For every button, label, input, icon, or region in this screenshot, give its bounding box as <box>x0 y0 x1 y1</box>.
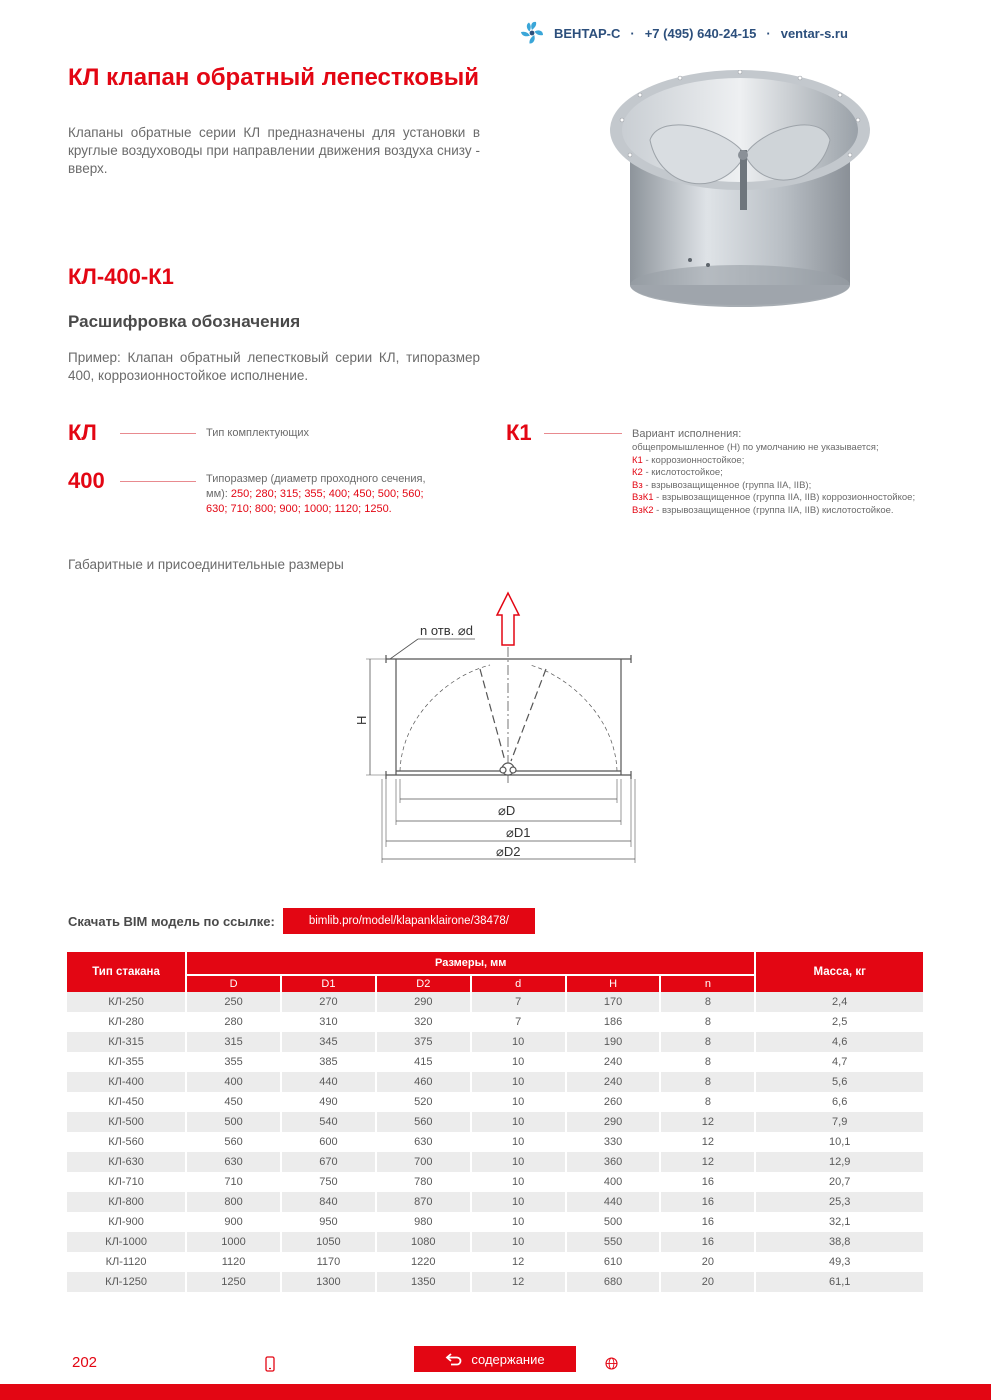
table-cell: 260 <box>567 1092 660 1112</box>
table-cell: 5,6 <box>756 1072 923 1092</box>
page-number: 202 <box>72 1354 98 1371</box>
table-cell: КЛ-800 <box>67 1192 185 1212</box>
table-cell: 10 <box>472 1092 565 1112</box>
table-cell: 1120 <box>187 1252 280 1272</box>
table-cell: 61,1 <box>756 1272 923 1292</box>
table-row <box>67 1172 923 1192</box>
table-cell: 1050 <box>282 1232 375 1252</box>
table-cell: КЛ-630 <box>67 1152 185 1172</box>
table-cell: 8 <box>661 992 754 1012</box>
table-cell: 8 <box>661 1032 754 1052</box>
table-cell: 190 <box>567 1032 660 1052</box>
table-cell: 250 <box>187 992 280 1012</box>
table-cell: 610 <box>567 1252 660 1272</box>
table-cell: 16 <box>661 1232 754 1252</box>
table-cell: 400 <box>567 1172 660 1192</box>
table-cell: 10 <box>472 1232 565 1252</box>
table-cell: КЛ-315 <box>67 1032 185 1052</box>
table-cell: 490 <box>282 1092 375 1112</box>
contents-button[interactable] <box>414 1346 576 1372</box>
page-header <box>518 18 848 48</box>
col-header: n <box>661 974 754 992</box>
table-cell: 240 <box>567 1052 660 1072</box>
col-header: D1 <box>282 974 375 992</box>
table-cell: 2,5 <box>756 1012 923 1032</box>
table-cell: 10 <box>472 1192 565 1212</box>
table-cell: 680 <box>567 1272 660 1292</box>
table-cell: 290 <box>567 1112 660 1132</box>
table-cell: 290 <box>377 992 470 1012</box>
leader-line <box>120 481 196 482</box>
d-label: ⌀D <box>498 803 516 818</box>
table-cell: КЛ-280 <box>67 1012 185 1032</box>
d2-label: ⌀D2 <box>496 844 521 859</box>
col-header: d <box>472 974 565 992</box>
code-size-desc <box>206 472 446 517</box>
bim-download <box>68 908 535 934</box>
table-row <box>67 1112 923 1132</box>
table-cell: 440 <box>567 1192 660 1212</box>
product-image <box>600 70 870 320</box>
table-cell: 345 <box>282 1032 375 1052</box>
code-kl-desc: Тип комплектующих <box>206 427 310 439</box>
table-cell: 270 <box>282 992 375 1012</box>
variant-option: К2 - кислотостойкое; <box>632 467 723 478</box>
page-title: КЛ клапан обратный лепестковый <box>68 64 479 91</box>
table-cell: 1350 <box>377 1272 470 1292</box>
table-cell: 280 <box>187 1012 280 1032</box>
table-row <box>67 1272 923 1292</box>
website-link[interactable]: ventar-s.ru <box>780 25 848 41</box>
table-cell: 170 <box>567 992 660 1012</box>
table-cell: 20,7 <box>756 1172 923 1192</box>
table-cell: КЛ-250 <box>67 992 185 1012</box>
table-cell: 10 <box>472 1112 565 1132</box>
leader-line <box>120 433 196 434</box>
table-row <box>67 1032 923 1052</box>
table-cell: 4,6 <box>756 1032 923 1052</box>
code-variant-desc <box>632 427 952 517</box>
table-cell: КЛ-1000 <box>67 1232 185 1252</box>
table-cell: 8 <box>661 1012 754 1032</box>
table-row <box>67 1212 923 1232</box>
dimensions-table <box>65 952 925 1292</box>
table-cell: 20 <box>661 1272 754 1292</box>
table-cell: 25,3 <box>756 1192 923 1212</box>
table-cell: 10 <box>472 1152 565 1172</box>
table-cell: 10 <box>472 1072 565 1092</box>
table-cell: 780 <box>377 1172 470 1192</box>
table-cell: 16 <box>661 1192 754 1212</box>
table-cell: 12 <box>472 1272 565 1292</box>
col-header: D <box>187 974 280 992</box>
table-row <box>67 1192 923 1212</box>
col-header: D2 <box>377 974 470 992</box>
table-cell: 385 <box>282 1052 375 1072</box>
dimensions-heading: Габаритные и присоединительные размеры <box>68 557 344 572</box>
table-cell: 355 <box>187 1052 280 1072</box>
table-cell: 900 <box>187 1212 280 1232</box>
fan-logo-icon <box>518 19 546 47</box>
table-cell: 1080 <box>377 1232 470 1252</box>
table-cell: 840 <box>282 1192 375 1212</box>
model-code: КЛ-400-К1 <box>68 264 174 289</box>
table-cell: 500 <box>187 1112 280 1132</box>
table-cell: 8 <box>661 1092 754 1112</box>
table-cell: 450 <box>187 1092 280 1112</box>
separator: · <box>630 25 635 41</box>
contents-label: содержание <box>471 1351 545 1367</box>
col-header: H <box>567 974 660 992</box>
col-group-header: Размеры, мм <box>187 952 754 974</box>
table-cell: КЛ-355 <box>67 1052 185 1072</box>
variant-default: общепромышленное (Н) по умолчанию не указывается; <box>632 442 879 453</box>
table-cell: 400 <box>187 1072 280 1092</box>
table-cell: 10 <box>472 1032 565 1052</box>
table-cell: 320 <box>377 1012 470 1032</box>
table-cell: 10 <box>472 1212 565 1232</box>
variant-option: ВзК2 - взрывозащищенное (группа IIA, IIB) кислотостойкое. <box>632 504 894 516</box>
table-cell: 460 <box>377 1072 470 1092</box>
table-cell: 2,4 <box>756 992 923 1012</box>
table-cell: 550 <box>567 1232 660 1252</box>
table-cell: 710 <box>187 1172 280 1192</box>
table-cell: 950 <box>282 1212 375 1232</box>
col-type-header: Тип стакана <box>67 952 185 992</box>
table-cell: 32,1 <box>756 1212 923 1232</box>
variant-option: ВзК1 - взрывозащищенное (группа IIA, IIB) коррозионностойкое; <box>632 492 916 503</box>
table-cell: 10,1 <box>756 1132 923 1152</box>
table-cell: 240 <box>567 1072 660 1092</box>
leader-line <box>544 433 622 434</box>
size-label: Типоразмер (диаметр проходного сечения, мм): <box>206 473 426 500</box>
example-text: Пример: Клапан обратный лепестковый серии КЛ, типоразмер 400, коррозионностойкое исполнение. <box>68 350 480 383</box>
size-values: 250; 280; 315; 355; 400; 450; 500; 560; 630; 710; 800; 900; 1000; 1120; 1250. <box>206 488 424 515</box>
variant-option: К1 - коррозионностойкое; <box>632 454 745 466</box>
decode-heading: Расшифровка обозначения <box>68 312 301 331</box>
table-cell: 310 <box>282 1012 375 1032</box>
bim-link[interactable]: bimlib.pro/model/klapanklairone/38478/ <box>283 908 535 934</box>
table-cell: КЛ-400 <box>67 1072 185 1092</box>
table-row <box>67 1052 923 1072</box>
table-cell: 38,8 <box>756 1232 923 1252</box>
table-cell: 20 <box>661 1252 754 1272</box>
holes-label: n отв. ⌀d <box>420 623 473 638</box>
table-cell: 12,9 <box>756 1152 923 1172</box>
table-cell: 600 <box>282 1132 375 1152</box>
table-cell: 49,3 <box>756 1252 923 1272</box>
table-cell: 1000 <box>187 1232 280 1252</box>
table-cell: 10 <box>472 1132 565 1152</box>
company-name: ВЕНТАР-С <box>554 25 621 41</box>
table-cell: 980 <box>377 1212 470 1232</box>
table-cell: 12 <box>472 1252 565 1272</box>
separator: · <box>766 25 771 41</box>
table-cell: КЛ-710 <box>67 1172 185 1192</box>
table-cell: 12 <box>661 1132 754 1152</box>
table-cell: 700 <box>377 1152 470 1172</box>
table-cell: 1300 <box>282 1272 375 1292</box>
table-cell: 186 <box>567 1012 660 1032</box>
table-cell: 360 <box>567 1152 660 1172</box>
variant-label: Вариант исполнения: <box>632 428 742 440</box>
height-label: H <box>354 715 369 725</box>
table-cell: 800 <box>187 1192 280 1212</box>
table-cell: 415 <box>377 1052 470 1072</box>
table-cell: 540 <box>282 1112 375 1132</box>
table-cell: КЛ-560 <box>67 1132 185 1152</box>
phone-number[interactable]: +7 (495) 640-24-15 <box>644 25 757 41</box>
table-cell: 440 <box>282 1072 375 1092</box>
table-cell: 12 <box>661 1152 754 1172</box>
table-cell: 1220 <box>377 1252 470 1272</box>
table-row <box>67 1012 923 1032</box>
table-cell: 1170 <box>282 1252 375 1272</box>
table-cell: 670 <box>282 1152 375 1172</box>
table-cell: 10 <box>472 1052 565 1072</box>
code-size: 400 <box>68 468 105 493</box>
code-variant: К1 <box>506 420 532 445</box>
table-cell: 16 <box>661 1172 754 1192</box>
table-cell: КЛ-1120 <box>67 1252 185 1272</box>
intro-text: Клапаны обратные серии КЛ предназначены для установки в круглые воздуховоды при направлении движения воздуха снизу - вверх. <box>68 125 480 176</box>
table-row <box>67 1232 923 1252</box>
col-mass-header: Масса, кг <box>756 952 923 992</box>
table-cell: 1250 <box>187 1272 280 1292</box>
table-cell: 16 <box>661 1212 754 1232</box>
table-cell: 7 <box>472 992 565 1012</box>
table-cell: 10 <box>472 1172 565 1192</box>
d1-label: ⌀D1 <box>506 825 531 840</box>
table-cell: 7,9 <box>756 1112 923 1132</box>
code-kl: КЛ <box>68 420 97 445</box>
table-row <box>67 992 923 1012</box>
table-cell: 560 <box>377 1112 470 1132</box>
table-row <box>67 1252 923 1272</box>
bim-label: Скачать BIM модель по ссылке: <box>68 913 275 929</box>
table-row <box>67 1152 923 1172</box>
table-cell: 560 <box>187 1132 280 1152</box>
table-cell: 375 <box>377 1032 470 1052</box>
globe-icon[interactable] <box>605 1357 618 1370</box>
table-cell: КЛ-900 <box>67 1212 185 1232</box>
table-cell: 870 <box>377 1192 470 1212</box>
table-cell: 7 <box>472 1012 565 1032</box>
table-row <box>67 1132 923 1152</box>
table-cell: 630 <box>377 1132 470 1152</box>
table-cell: 500 <box>567 1212 660 1232</box>
table-cell: 330 <box>567 1132 660 1152</box>
table-cell: КЛ-450 <box>67 1092 185 1112</box>
return-arrow-icon <box>445 1352 463 1366</box>
table-row <box>67 1092 923 1112</box>
table-cell: 8 <box>661 1072 754 1092</box>
phone-icon[interactable] <box>264 1356 276 1372</box>
table-cell: 750 <box>282 1172 375 1192</box>
dimension-drawing <box>340 585 660 865</box>
table-row <box>67 1072 923 1092</box>
table-cell: 8 <box>661 1052 754 1072</box>
table-cell: 520 <box>377 1092 470 1112</box>
table-cell: КЛ-500 <box>67 1112 185 1132</box>
table-cell: 630 <box>187 1152 280 1172</box>
table-cell: 6,6 <box>756 1092 923 1112</box>
variant-option: Вз - взрывозащищенное (группа IIA, IIB); <box>632 479 812 491</box>
table-cell: КЛ-1250 <box>67 1272 185 1292</box>
footer-bar <box>0 1384 991 1400</box>
table-cell: 4,7 <box>756 1052 923 1072</box>
table-cell: 315 <box>187 1032 280 1052</box>
table-cell: 12 <box>661 1112 754 1132</box>
